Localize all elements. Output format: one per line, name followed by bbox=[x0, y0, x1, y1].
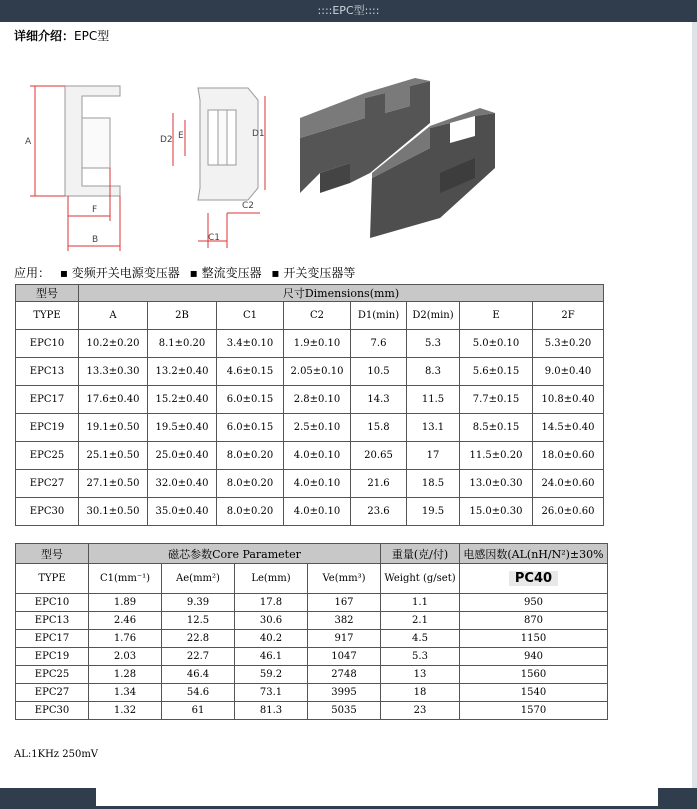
bottom-right-block bbox=[658, 788, 697, 809]
value-cell: 1570 bbox=[460, 702, 608, 720]
column-header: D2(min) bbox=[407, 302, 460, 330]
column-header: E bbox=[460, 302, 533, 330]
value-cell: 14.3 bbox=[351, 386, 407, 414]
table-row bbox=[16, 498, 604, 526]
type-cell: EPC30 bbox=[16, 498, 79, 526]
value-cell: 30.6 bbox=[235, 612, 308, 630]
value-cell: 7.7±0.15 bbox=[460, 386, 533, 414]
value-cell: 18.5 bbox=[407, 470, 460, 498]
value-cell: 5.3 bbox=[381, 648, 460, 666]
application-item: ▪ 开关变压器等 bbox=[271, 266, 356, 280]
column-header: C1(mm⁻¹) bbox=[89, 564, 162, 594]
dim-label-b: B bbox=[92, 235, 99, 245]
type-cell: EPC19 bbox=[16, 414, 79, 442]
heading-label: 详细介绍： bbox=[14, 29, 75, 43]
value-cell: 1.76 bbox=[89, 630, 162, 648]
value-cell: 950 bbox=[460, 594, 608, 612]
table-row bbox=[16, 358, 604, 386]
value-cell: 81.3 bbox=[235, 702, 308, 720]
applications bbox=[14, 264, 361, 281]
value-cell: 5.3±0.20 bbox=[533, 330, 604, 358]
value-cell: 1540 bbox=[460, 684, 608, 702]
column-header: 2B bbox=[148, 302, 217, 330]
core-parameter-header: 磁芯参数Core Parameter bbox=[89, 544, 381, 564]
value-cell: 24.0±0.60 bbox=[533, 470, 604, 498]
value-cell: 4.6±0.15 bbox=[217, 358, 284, 386]
value-cell: 2748 bbox=[308, 666, 381, 684]
column-header: 2F bbox=[533, 302, 604, 330]
column-header: D1(min) bbox=[351, 302, 407, 330]
value-cell: 21.6 bbox=[351, 470, 407, 498]
type-cell: EPC25 bbox=[16, 442, 79, 470]
value-cell: 59.2 bbox=[235, 666, 308, 684]
value-cell: 5.3 bbox=[407, 330, 460, 358]
value-cell: 9.39 bbox=[162, 594, 235, 612]
dim-label-d1: D1 bbox=[252, 129, 265, 139]
value-cell: 13.3±0.30 bbox=[79, 358, 148, 386]
table-row bbox=[16, 386, 604, 414]
value-cell: 1047 bbox=[308, 648, 381, 666]
value-cell: 2.5±0.10 bbox=[284, 414, 351, 442]
column-header: Ae(mm²) bbox=[162, 564, 235, 594]
value-cell: 19.5 bbox=[407, 498, 460, 526]
value-cell: 1.28 bbox=[89, 666, 162, 684]
type-cell: EPC27 bbox=[16, 684, 89, 702]
value-cell: 2.03 bbox=[89, 648, 162, 666]
value-cell: 35.0±0.40 bbox=[148, 498, 217, 526]
value-cell: 25.1±0.50 bbox=[79, 442, 148, 470]
value-cell: 4.0±0.10 bbox=[284, 498, 351, 526]
value-cell: 382 bbox=[308, 612, 381, 630]
column-header: A bbox=[79, 302, 148, 330]
value-cell: 61 bbox=[162, 702, 235, 720]
value-cell: 15.8 bbox=[351, 414, 407, 442]
value-cell: 4.5 bbox=[381, 630, 460, 648]
value-cell: 2.8±0.10 bbox=[284, 386, 351, 414]
bottom-left-block bbox=[0, 788, 96, 809]
column-header: Weight (g/set) bbox=[381, 564, 460, 594]
column-header: Ve(mm³) bbox=[308, 564, 381, 594]
column-header: C2 bbox=[284, 302, 351, 330]
type-cell: EPC17 bbox=[16, 386, 79, 414]
value-cell: 20.65 bbox=[351, 442, 407, 470]
dimensions-table bbox=[15, 284, 604, 526]
type-cell: EPC17 bbox=[16, 630, 89, 648]
pc40-label: PC40 bbox=[509, 571, 558, 586]
value-cell: 2.1 bbox=[381, 612, 460, 630]
dim-label-e: E bbox=[178, 131, 184, 141]
value-cell: 1560 bbox=[460, 666, 608, 684]
value-cell: 32.0±0.40 bbox=[148, 470, 217, 498]
table-row bbox=[16, 612, 608, 630]
table-row bbox=[16, 442, 604, 470]
type-cell: EPC30 bbox=[16, 702, 89, 720]
application-item: ▪ 变频开关电源变压器 bbox=[59, 266, 180, 280]
value-cell: 23 bbox=[381, 702, 460, 720]
value-cell: 8.5±0.15 bbox=[460, 414, 533, 442]
value-cell: 17.8 bbox=[235, 594, 308, 612]
value-cell: 10.2±0.20 bbox=[79, 330, 148, 358]
value-cell: 13.0±0.30 bbox=[460, 470, 533, 498]
table-row bbox=[16, 702, 608, 720]
core-parameter-table bbox=[15, 543, 608, 720]
table-row bbox=[16, 648, 608, 666]
value-cell: 22.8 bbox=[162, 630, 235, 648]
value-cell: 15.0±0.30 bbox=[460, 498, 533, 526]
epc-core-photo bbox=[290, 78, 505, 243]
table-row bbox=[16, 414, 604, 442]
value-cell: 13.2±0.40 bbox=[148, 358, 217, 386]
value-cell: 10.8±0.40 bbox=[533, 386, 604, 414]
table-row bbox=[16, 470, 604, 498]
pc40-header bbox=[460, 564, 608, 594]
dim-label-f: F bbox=[92, 205, 98, 215]
value-cell: 1.89 bbox=[89, 594, 162, 612]
value-cell: 2.05±0.10 bbox=[284, 358, 351, 386]
value-cell: 9.0±0.40 bbox=[533, 358, 604, 386]
table-row bbox=[16, 330, 604, 358]
type-cell: EPC10 bbox=[16, 594, 89, 612]
vertical-scrollbar[interactable] bbox=[692, 22, 697, 809]
value-cell: 3995 bbox=[308, 684, 381, 702]
value-cell: 2.46 bbox=[89, 612, 162, 630]
value-cell: 22.7 bbox=[162, 648, 235, 666]
dimensions-group-header: 尺寸Dimensions(mm) bbox=[79, 285, 604, 302]
heading-value: EPC型 bbox=[74, 29, 110, 43]
value-cell: 15.2±0.40 bbox=[148, 386, 217, 414]
value-cell: 6.0±0.15 bbox=[217, 386, 284, 414]
type-header-en: TYPE bbox=[16, 564, 89, 594]
column-header: Le(mm) bbox=[235, 564, 308, 594]
value-cell: 19.1±0.50 bbox=[79, 414, 148, 442]
window-title: ::::EPC型:::: bbox=[0, 0, 697, 22]
type-cell: EPC13 bbox=[16, 612, 89, 630]
applications-label: 应用： bbox=[14, 266, 51, 280]
value-cell: 10.5 bbox=[351, 358, 407, 386]
value-cell: 8.1±0.20 bbox=[148, 330, 217, 358]
value-cell: 27.1±0.50 bbox=[79, 470, 148, 498]
core-dimension-drawing bbox=[20, 78, 270, 258]
type-header-cn: 型号 bbox=[16, 285, 79, 302]
application-item: ▪ 整流变压器 bbox=[189, 266, 262, 280]
type-cell: EPC10 bbox=[16, 330, 79, 358]
value-cell: 18.0±0.60 bbox=[533, 442, 604, 470]
value-cell: 940 bbox=[460, 648, 608, 666]
value-cell: 1.1 bbox=[381, 594, 460, 612]
value-cell: 46.1 bbox=[235, 648, 308, 666]
type-cell: EPC19 bbox=[16, 648, 89, 666]
value-cell: 917 bbox=[308, 630, 381, 648]
column-header: C1 bbox=[217, 302, 284, 330]
value-cell: 5.0±0.10 bbox=[460, 330, 533, 358]
value-cell: 8.0±0.20 bbox=[217, 442, 284, 470]
value-cell: 23.6 bbox=[351, 498, 407, 526]
table-row bbox=[16, 594, 608, 612]
value-cell: 14.5±0.40 bbox=[533, 414, 604, 442]
measurement-note: AL:1KHz 250mV bbox=[14, 749, 99, 760]
value-cell: 3.4±0.10 bbox=[217, 330, 284, 358]
value-cell: 17.6±0.40 bbox=[79, 386, 148, 414]
value-cell: 18 bbox=[381, 684, 460, 702]
value-cell: 8.3 bbox=[407, 358, 460, 386]
value-cell: 30.1±0.50 bbox=[79, 498, 148, 526]
value-cell: 4.0±0.10 bbox=[284, 442, 351, 470]
table-row bbox=[16, 630, 608, 648]
value-cell: 73.1 bbox=[235, 684, 308, 702]
type-cell: EPC25 bbox=[16, 666, 89, 684]
value-cell: 6.0±0.15 bbox=[217, 414, 284, 442]
dim-label-c2: C2 bbox=[242, 201, 255, 211]
value-cell: 40.2 bbox=[235, 630, 308, 648]
value-cell: 11.5±0.20 bbox=[460, 442, 533, 470]
value-cell: 17 bbox=[407, 442, 460, 470]
value-cell: 46.4 bbox=[162, 666, 235, 684]
value-cell: 870 bbox=[460, 612, 608, 630]
detail-heading bbox=[14, 27, 109, 44]
value-cell: 54.6 bbox=[162, 684, 235, 702]
type-cell: EPC13 bbox=[16, 358, 79, 386]
dim-label-a: A bbox=[25, 137, 32, 147]
value-cell: 5035 bbox=[308, 702, 381, 720]
value-cell: 1150 bbox=[460, 630, 608, 648]
dim-label-d2: D2 bbox=[160, 135, 173, 145]
value-cell: 12.5 bbox=[162, 612, 235, 630]
type-header-en: TYPE bbox=[16, 302, 79, 330]
table-row bbox=[16, 684, 608, 702]
value-cell: 8.0±0.20 bbox=[217, 498, 284, 526]
value-cell: 13.1 bbox=[407, 414, 460, 442]
value-cell: 5.6±0.15 bbox=[460, 358, 533, 386]
value-cell: 1.9±0.10 bbox=[284, 330, 351, 358]
value-cell: 25.0±0.40 bbox=[148, 442, 217, 470]
value-cell: 13 bbox=[381, 666, 460, 684]
weight-header: 重量(克/付) bbox=[381, 544, 460, 564]
type-header-cn: 型号 bbox=[16, 544, 89, 564]
value-cell: 167 bbox=[308, 594, 381, 612]
dim-label-c1: C1 bbox=[208, 233, 221, 243]
value-cell: 1.32 bbox=[89, 702, 162, 720]
value-cell: 7.6 bbox=[351, 330, 407, 358]
value-cell: 11.5 bbox=[407, 386, 460, 414]
table-row bbox=[16, 666, 608, 684]
value-cell: 8.0±0.20 bbox=[217, 470, 284, 498]
value-cell: 26.0±0.60 bbox=[533, 498, 604, 526]
value-cell: 4.0±0.10 bbox=[284, 470, 351, 498]
value-cell: 19.5±0.40 bbox=[148, 414, 217, 442]
value-cell: 1.34 bbox=[89, 684, 162, 702]
inductance-header: 电感因数(AL(nH/N²)±30% bbox=[460, 544, 608, 564]
type-cell: EPC27 bbox=[16, 470, 79, 498]
